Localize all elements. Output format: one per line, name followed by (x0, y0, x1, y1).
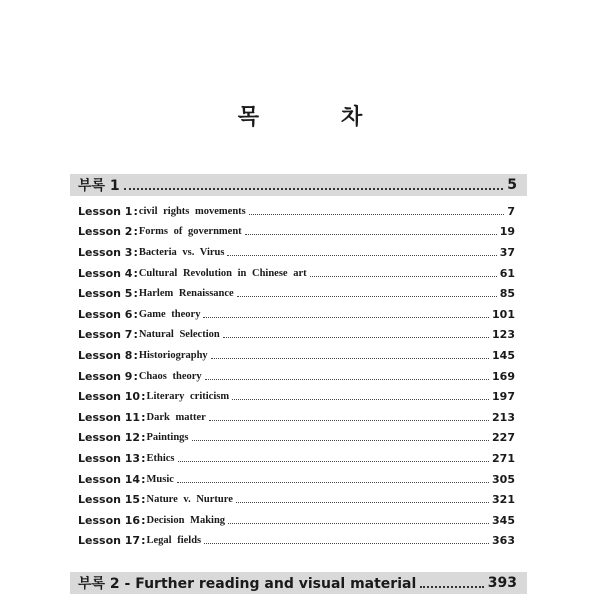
section-page-number: 393 (487, 575, 517, 591)
toc-section-1[interactable] (70, 174, 527, 196)
section-label: 부록 1 (78, 178, 120, 194)
dot-leader (211, 358, 489, 359)
lesson-page-number: 305 (492, 472, 515, 486)
lesson-title: Forms of government (138, 226, 242, 238)
lesson-number: Lesson 14 (78, 472, 141, 486)
dot-leader (227, 255, 496, 256)
toc-entry[interactable]: Lesson 3 : Bacteria vs. Virus 37 (78, 245, 515, 259)
lesson-page-number: 61 (499, 266, 515, 280)
lesson-page-number: 321 (492, 493, 515, 507)
dot-leader (124, 188, 504, 190)
lesson-title: Legal fields (146, 535, 202, 547)
lesson-number: Lesson 13 (78, 451, 141, 465)
dot-leader (237, 296, 497, 297)
lesson-number: Lesson 3 (78, 245, 133, 259)
lesson-title: Decision Making (146, 514, 226, 526)
lesson-number: Lesson 4 (78, 266, 133, 280)
page-title (0, 100, 600, 131)
lesson-page-number: 227 (492, 431, 515, 445)
lesson-page-number: 123 (492, 328, 515, 342)
lesson-title: civil rights movements (138, 205, 246, 217)
lesson-number: Lesson 1 (78, 204, 133, 218)
page-title-right: 차 (341, 105, 363, 130)
dot-leader (310, 276, 497, 277)
lesson-title: Dark matter (146, 411, 206, 423)
toc-entry[interactable]: Lesson 6 : Game theory 101 (78, 307, 515, 321)
lesson-page-number: 37 (499, 245, 515, 259)
dot-leader (420, 586, 484, 588)
toc-entry[interactable]: Lesson 17 : Legal fields 363 (78, 534, 515, 548)
lesson-page-number: 169 (492, 369, 515, 383)
dot-leader (228, 523, 489, 524)
toc-entry[interactable]: Lesson 5 : Harlem Renaissance 85 (78, 287, 515, 301)
toc-entry[interactable]: Lesson 1 : civil rights movements 7 (78, 204, 515, 218)
lesson-title: Chaos theory (138, 370, 202, 382)
lesson-page-number: 7 (507, 204, 515, 218)
lesson-number: Lesson 9 (78, 369, 133, 383)
dot-leader (177, 482, 489, 483)
lesson-number: Lesson 2 (78, 225, 133, 239)
section-page-number: 5 (507, 177, 517, 193)
lesson-number: Lesson 16 (78, 513, 141, 527)
lesson-title: Historiography (138, 349, 208, 361)
toc-entry[interactable]: Lesson 9 : Chaos theory 169 (78, 369, 515, 383)
lesson-title: Harlem Renaissance (138, 288, 234, 300)
toc-section-2[interactable] (70, 572, 527, 594)
lesson-page-number: 145 (492, 348, 515, 362)
lesson-page-number: 213 (492, 410, 515, 424)
toc-entry[interactable]: Lesson 2 : Forms of government 19 (78, 225, 515, 239)
dot-leader (203, 317, 489, 318)
toc-entry[interactable]: Lesson 8 : Historiography 145 (78, 348, 515, 362)
lesson-number: Lesson 7 (78, 328, 133, 342)
dot-leader (209, 420, 489, 421)
lesson-title: Cultural Revolution in Chinese art (138, 267, 307, 279)
dot-leader (204, 543, 489, 544)
lesson-page-number: 101 (492, 307, 515, 321)
lesson-title: Game theory (138, 308, 201, 320)
lesson-number: Lesson 12 (78, 431, 141, 445)
lesson-page-number: 197 (492, 390, 515, 404)
lesson-number: Lesson 17 (78, 534, 141, 548)
lesson-page-number: 85 (499, 287, 515, 301)
lesson-page-number: 19 (499, 225, 515, 239)
toc-entry[interactable]: Lesson 14 : Music 305 (78, 472, 515, 486)
dot-leader (249, 214, 505, 215)
toc-entry[interactable]: Lesson 10 : Literary criticism 197 (78, 390, 515, 404)
toc-entry[interactable]: Lesson 15 : Nature v. Nurture 321 (78, 493, 515, 507)
lesson-title: Natural Selection (138, 329, 220, 341)
lesson-number: Lesson 5 (78, 287, 133, 301)
lesson-title: Literary criticism (146, 391, 230, 403)
lesson-page-number: 271 (492, 451, 515, 465)
lesson-page-number: 363 (492, 534, 515, 548)
lesson-number: Lesson 8 (78, 348, 133, 362)
lesson-title: Nature v. Nurture (146, 494, 233, 506)
toc-entry[interactable]: Lesson 4 : Cultural Revolution in Chinese art 61 (78, 266, 515, 280)
lesson-number: Lesson 10 (78, 390, 141, 404)
lesson-number: Lesson 15 (78, 493, 141, 507)
dot-leader (223, 337, 489, 338)
toc-entry[interactable]: Lesson 7 : Natural Selection 123 (78, 328, 515, 342)
lesson-title: Music (146, 473, 174, 485)
page-title-left: 목 (237, 105, 259, 130)
dot-leader (245, 234, 497, 235)
dot-leader (236, 502, 489, 503)
toc-entry[interactable]: Lesson 11 : Dark matter 213 (78, 410, 515, 424)
toc-entry[interactable]: Lesson 16 : Decision Making 345 (78, 513, 515, 527)
toc-entry[interactable]: Lesson 13 : Ethics 271 (78, 451, 515, 465)
lesson-title: Paintings (146, 432, 189, 444)
dot-leader (192, 440, 490, 441)
lesson-title: Bacteria vs. Virus (138, 246, 225, 258)
dot-leader (205, 379, 489, 380)
lesson-page-number: 345 (492, 513, 515, 527)
toc-entry[interactable]: Lesson 12 : Paintings 227 (78, 431, 515, 445)
dot-leader (232, 399, 489, 400)
lesson-number: Lesson 11 (78, 410, 141, 424)
lesson-title: Ethics (146, 452, 175, 464)
lesson-number: Lesson 6 (78, 307, 133, 321)
dot-leader (178, 461, 490, 462)
section-label: 부록 2 - Further reading and visual material (78, 576, 417, 592)
lesson-list (78, 201, 515, 551)
